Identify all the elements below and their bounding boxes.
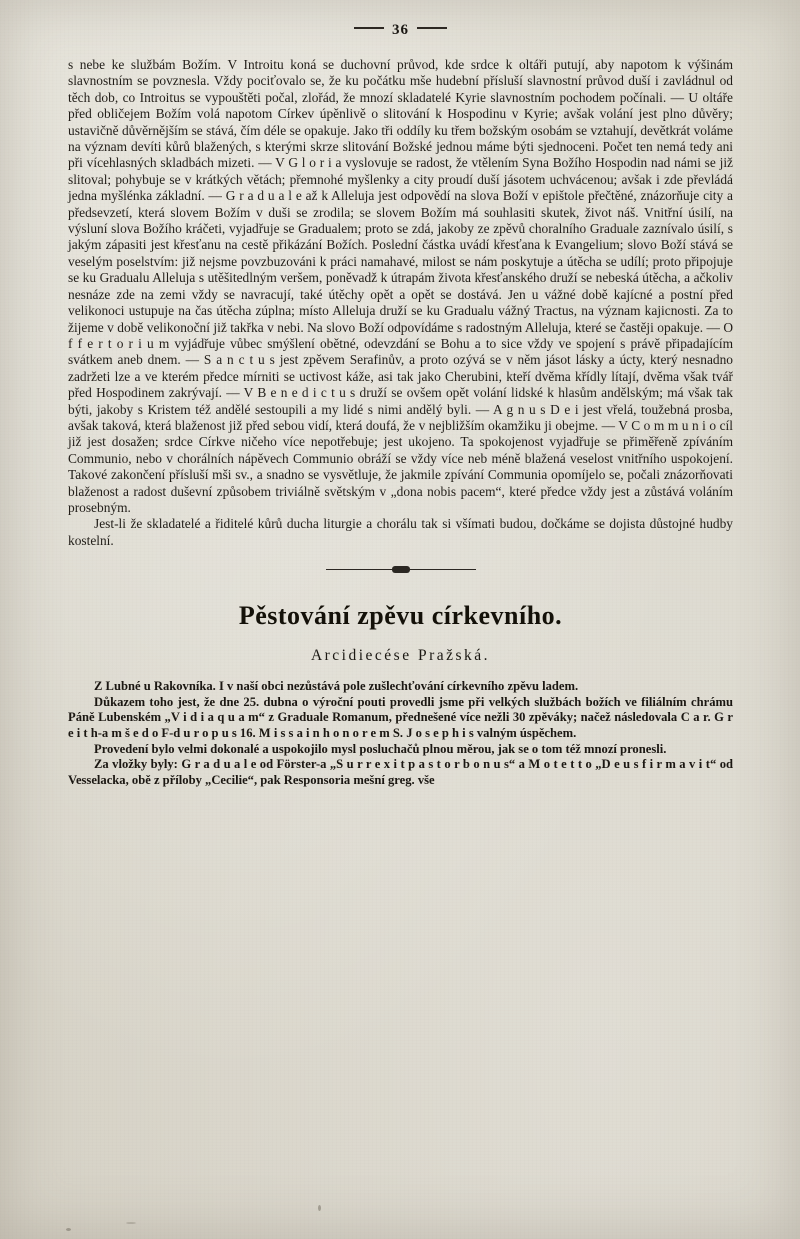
paper-speck [318,1205,321,1211]
page-folio [68,22,733,39]
paper-speck [126,1222,136,1224]
report-paragraph: Za vložky byly: G r a d u a l e od Förster-a „S u r r e x i t p a s t o r b o n u s“ a M o t e t t o „D e u s f i r m a v i t“ od Vesselacka, obě z příloby „Cecilie“, pak Responsoria mešní greg. vše [68,757,733,787]
report-paragraph: Z Lubné u Rakovníka. I v naší obci nezůstává pole zušlechťování církevního zpěvu ladem. [94,679,579,694]
folio-rule-left [354,27,384,29]
body-paragraph: s nebe ke službám Božím. V Introitu koná se duchovní průvod, kde srdce k oltáři putují, aby napotom k výšinám slavnostním se povznesla. Vždy pociťovalo se, že ku počátku mše hudební přísluší slavnostní průvod duší i zavládnul od těch dob, co Introitus se vypouštěti počal, zlořád, že mnozí skladatelé Kyrie slavnostním pochodem počínali. — U oltáře před obličejem Božím volá napotom Církev úpěnlivě o slitování k Hospodinu v Kyrie; avšak volání jest plno důvěry; ustavičně důvěrnějším se stává, čím déle se opakuje. Jako tři oddíly ku třem božským osobám se vztahují, devětkrát voláme na význam devíti kůrů blažených, s kterými skrze slitování Božské jednou máme býti sjednoceni. Počet ten nemá tedy ani při vícehlasných skladbách mizeti. — V G l o r i a vyslovuje se radost, že vtělením Syna Božího Hospodin nad námi se již slitoval; pohybuje se v krátkých větách; přemnohé myšlenky a city proudí duší jásotem uchvácenou; avšak i zde převládá jedna myšlénka základní. — G r a d u a l e až k Alleluja jest odpovědí na slova Boží v epištole přečtěné, znázorňuje city a předsevzetí, která slovem Božím v duši se zrodila; se slovem Božím má souhlasiti skutek, život náš. Vnitřní úsilí, na výsluní slova Božího kráčeti, vyjadřuje se Gradualem; proto se zdá, jakoby ze zpěvů choralního Graduale zaznívalo úsilí, s jakým zápasiti jest křesťanu na cestě přikázání Božích. Poslední částka uvádí křesťana k Evangelium; slovo Boží stává se veselým poselstvím: již nejsme povzbuzováni k práci namahavé, milost se nám poskytuje a útěcha se udílí; proto připojuje se ku Gradualu Alleluja s utěšitedlným veršem, poněvadž k útrapám života křesťanského druží se nebeská útěcha, a ačkoliv nesnáze zde na zemi vždy se navracují, také útěchy opět a opět se dostává. Jen u vážné době kajícné a postní před velikonoci ustupuje na čas útěcha zúplna; místo Alleluja druží se ku Gradualu vážný Tractus, na význam kajicnosti. Za to žijeme v době velikonoční již takřka v nebi. Na slovo Boží odpovídáme s radostným Alleluja, které se častěji opakuje. — O f f e r t o r i u m vyjádřuje vůbec smýšlení obětné, odevzdání se Bohu a to sice vždy ve spojení s právě připadajícím svátkem aneb dnem. — S a n c t u s jest zpěvem Serafinův, a proto ozývá se v něm jásot lásky a úcty, který nesnadno zadržeti lze a ve kterém předce mírniti se uctivost káže, asi tak jako Cherubini, kteří dvěma křídly lítají, dvěma však tvář před Hospodinem zakrývají. — V B e n e d i c t u s druží se ovšem opět volání lidské k hlasům andělským; má však tak býti, jakoby s Kristem též andělé sestoupili a my lidé s nimi andělý byli. — A g n u s D e i jest vřelá, toužebná prosba, avšak taková, která blaženost již před sebou vidí, která doufá, že v nejbližším okamžiku ji obejme. — V C o m m u n i o cíl již jest dosažen; srdce Církve ničeho více nepotřebuje; jest ukojeno. Ta spokojenost vyjadřuje se přiměřeně zpíváním Communio, nebo v chorálních nápěvech Communio obráží se vždy více neb méně blažená veselost vnitřního uspokojení. Takové zakončení přísluší mši sv., a snadno se vysvětluje, že jakmile zpívání Communia opomíjelo se, počali znázorňovati blaženost a radost duševní způsobem triviálně světským v „dona nobis pacem“, které předce vždy jest a zůstává voláním prosebným. [68,57,733,515]
report-paragraph: Provedení bylo velmi dokonalé a uspokojilo mysl posluchačů plnou měrou, jak se o tom též mnozí pronesli. [94,741,667,756]
paper-speck [66,1228,71,1231]
section-title: Pěstování zpěvu církevního. [238,601,563,631]
report-paragraph: Důkazem toho jest, že dne 25. dubna o výroční pouti provedli jsme při velkých službách božích ve filiálním chrámu Páně Lubenském „V i d i a q u a m“ z Graduale Romanum, přednešené více nežli 30 zpěváky; načež následovala C a r. G r e i t h-a m š e d o F-d u r o p u s 16. M i s s a i n h o n o r e m S. J o s e p h i s valným úspěchem. [68,694,733,740]
section-divider-ornament [326,565,476,575]
folio-rule-right [417,27,447,29]
section-subtitle: Arcidiecése Pražská. [310,647,491,665]
folio-number: 36 [392,22,409,38]
page-content [68,22,733,788]
body-paragraph: Jest-li že skladatelé a řiditelé kůrů ducha liturgie a chorálu tak si všímati budou, dočkáme se dojista důstojné hudby kostelní. [68,516,733,548]
